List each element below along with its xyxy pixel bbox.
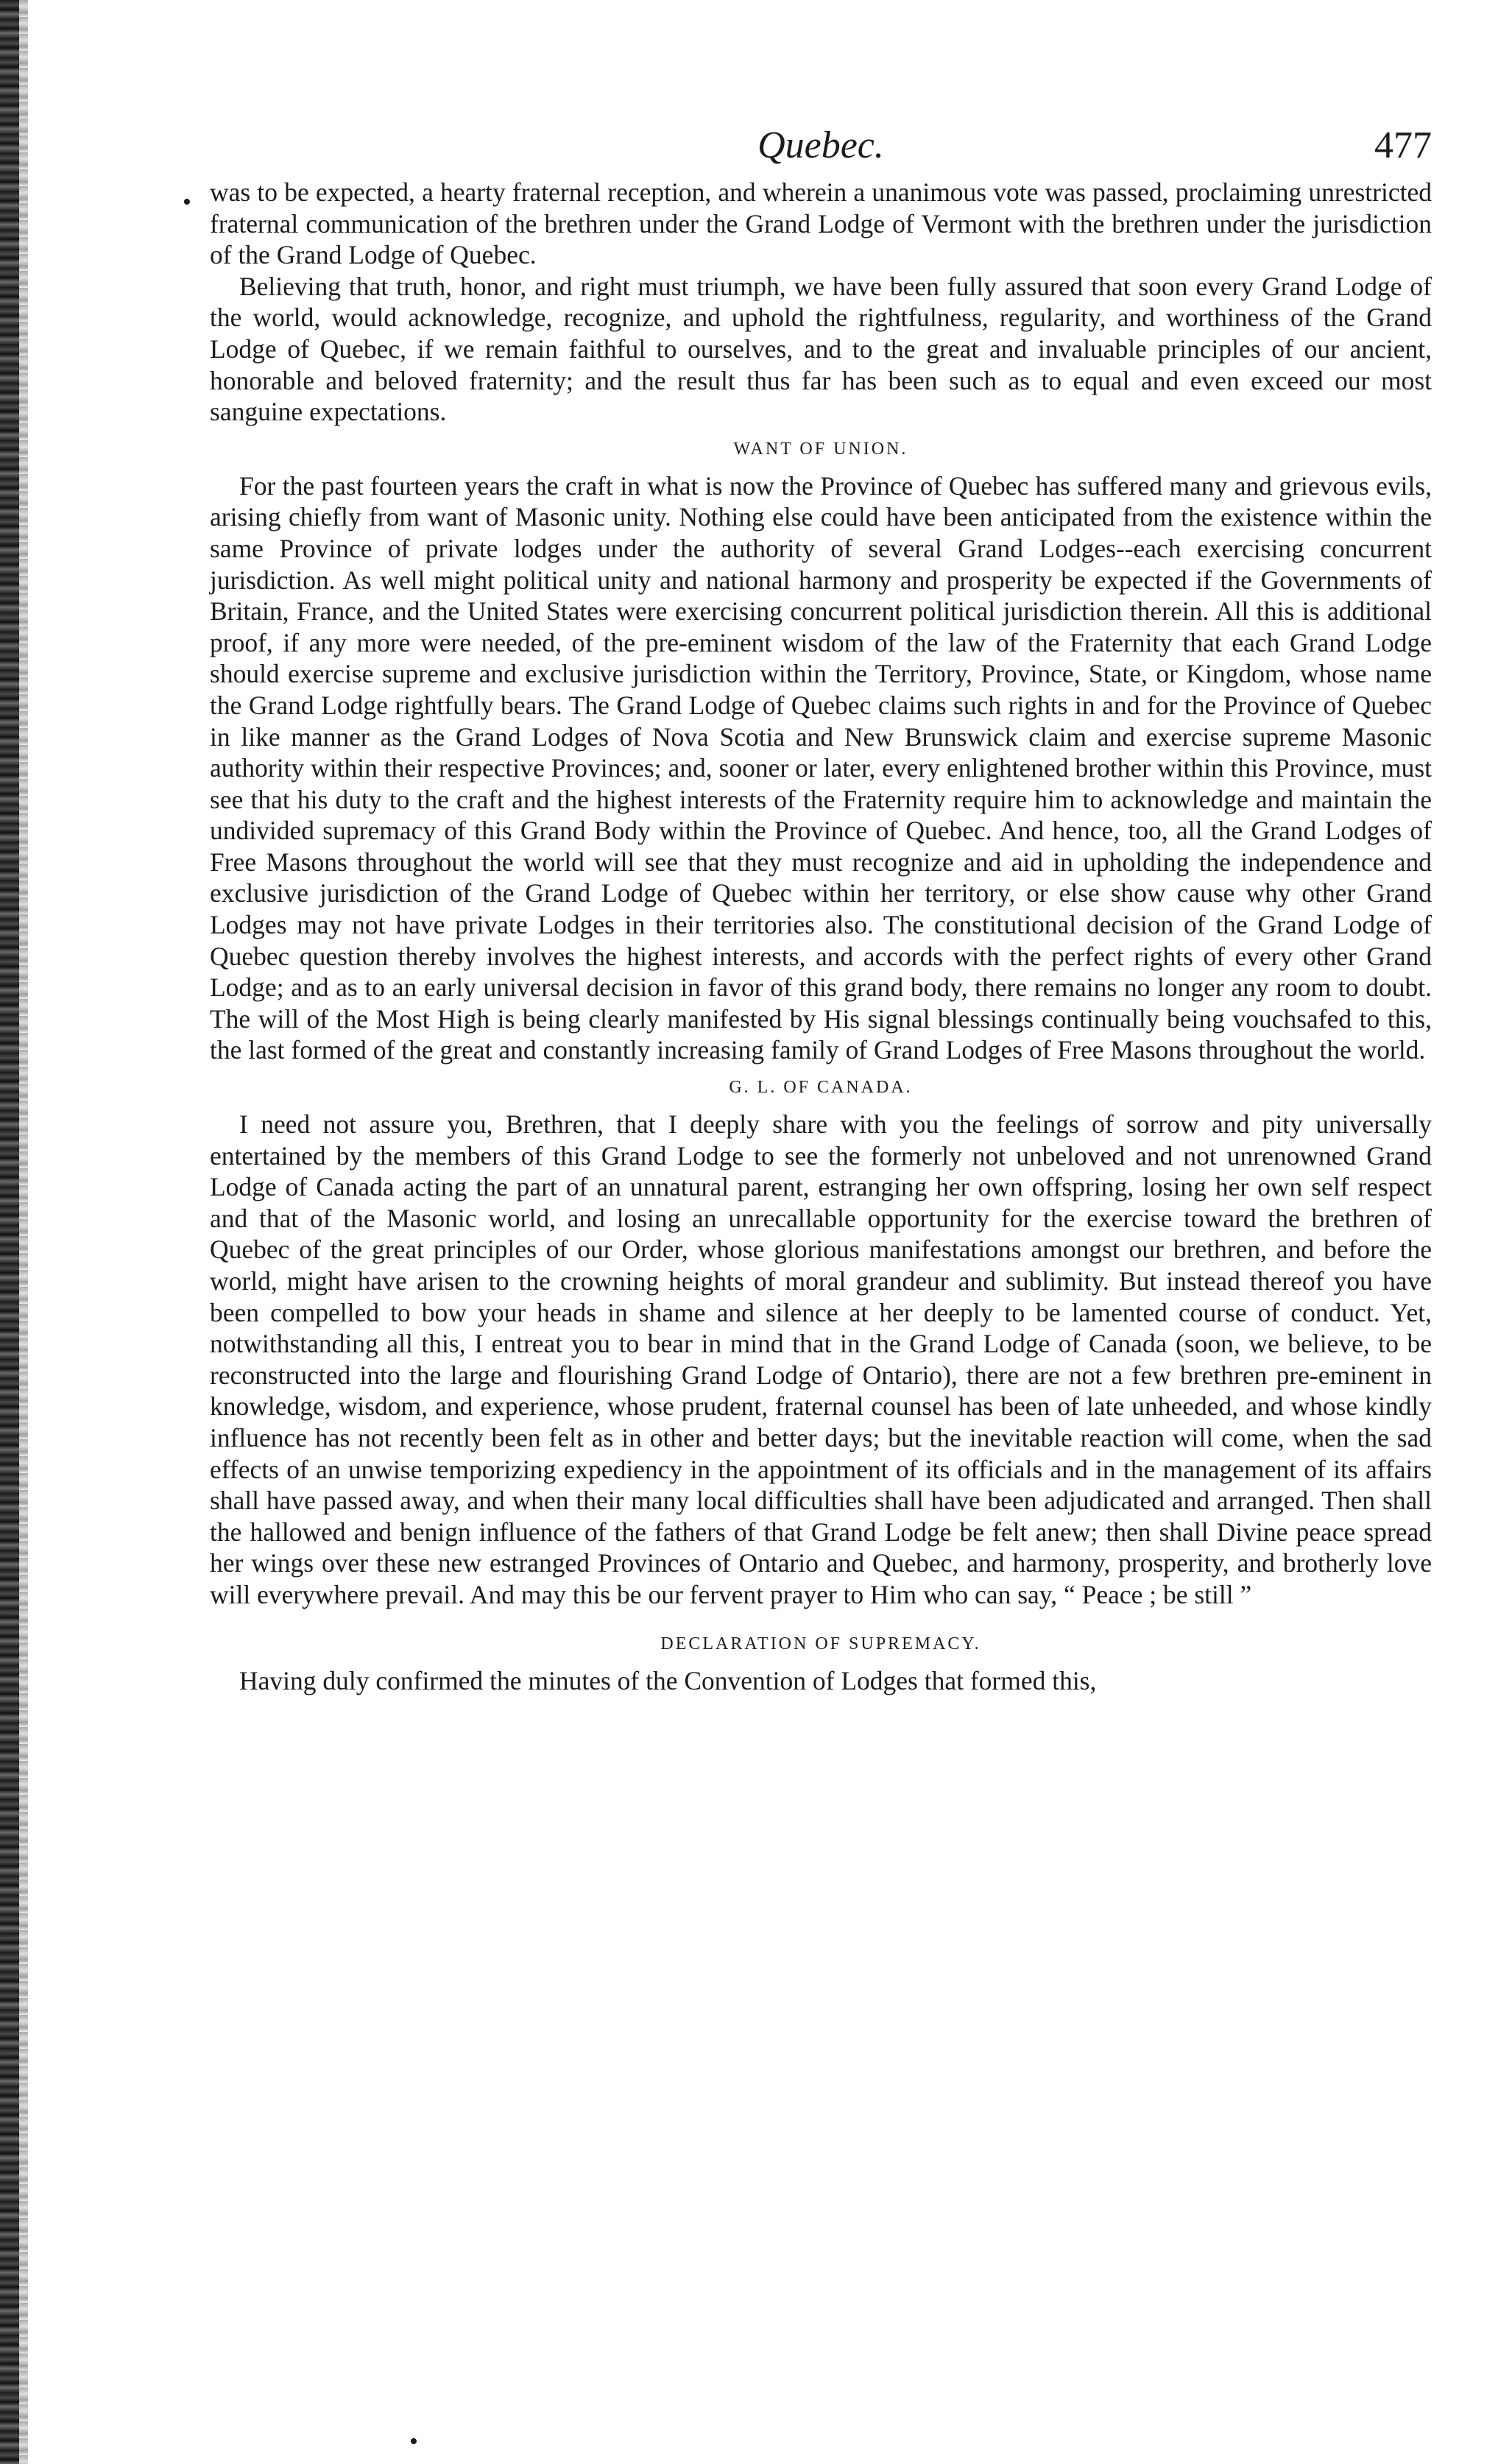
paragraph-believing: Believing that truth, honor, and right must triumph, we have been fully assured that soon every Grand Lodge of the world, would acknowledge, recognize, and uphold the rightfulness, regularity, and worthiness of the Grand Lodge of Quebec, if we remain faithful to ourselves, and to the great and invaluable principles of our ancient, honorable and beloved fraternity; and the result thus far has been such as to equal and even exceed our most sanguine expectations. <box>210 271 1432 427</box>
section-heading-declaration: DECLARATION OF SUPREMACY. <box>660 1634 981 1653</box>
paragraph-continuation: was to be expected, a hearty fraternal reception, and wherein a unanimous vote was passed, proclaiming unrestricted fraternal communication of the brethren under the Grand Lodge of Vermont with the brethren under the jurisdiction of the Grand Lodge of Quebec. <box>210 177 1432 270</box>
body-text <box>210 177 1432 1696</box>
section-heading-want-of-union: WANT OF UNION. <box>733 439 908 459</box>
page-binding-edge <box>0 0 19 2464</box>
page-binding-shadow <box>19 0 28 2464</box>
page-number: 477 <box>1374 124 1432 166</box>
footer-mark: • <box>409 2428 418 2455</box>
running-title: Quebec. <box>757 124 884 166</box>
paragraph-gl-of-canada: I need not assure you, Brethren, that I deeply share with you the feelings of sorrow and pity universally entertained by the members of this Grand Lodge to see the formerly not unbeloved and not unrenowned Grand Lodge of Canada acting the part of an unnatural parent, estranging her own offspring, losing her own self respect and that of the Masonic world, and losing an unrecallable opportunity for the exercise toward the brethren of Quebec of the great principles of our Order, whose glorious manifestations amongst our brethren, and before the world, might have arisen to the crowning heights of moral grandeur and sublimity. But instead thereof you have been compelled to bow your heads in shame and silence at her deeply to be lamented course of conduct. Yet, notwithstanding all this, I entreat you to bear in mind that in the Grand Lodge of Canada (soon, we believe, to be reconstructed into the large and flourishing Grand Lodge of Ontario), there are not a few brethren pre-eminent in knowledge, wisdom, and experience, whose prudent, fraternal counsel has been of late unheeded, and whose kindly influence has not recently been felt as in other and better days; but the inevitable reaction will come, when the sad effects of an unwise temporizing expediency in the appointment of its officials and in the management of its affairs shall have passed away, and when their many local difficulties shall have been adjudicated and arranged. Then shall the hallowed and benign influence of the fathers of that Grand Lodge be felt anew; then shall Divine peace spread her wings over these new estranged Provinces of Ontario and Quebec, and harmony, prosperity, and brotherly love will everywhere prevail. And may this be our fervent prayer to Him who can say, “ Peace ; be still ” <box>210 1109 1432 1609</box>
page-header <box>210 124 1432 175</box>
section-heading-gl-of-canada: G. L. OF CANADA. <box>729 1078 913 1098</box>
margin-mark: • <box>183 188 191 216</box>
paragraph-declaration: Having duly confirmed the minutes of the Convention of Lodges that formed this, <box>239 1665 1097 1695</box>
paragraph-want-of-union: For the past fourteen years the craft in what is now the Province of Quebec has suffered many and grievous evils, arising chiefly from want of Masonic unity. Nothing else could have been anticipated from the existence within the same Province of private lodges under the authority of several Grand Lodges--each exercising concurrent jurisdiction. As well might political unity and national harmony and prosperity be expected if the Governments of Britain, France, and the United States were exercising concurrent political jurisdiction therein. All this is additional proof, if any more were needed, of the pre-eminent wisdom of the law of the Fraternity that each Grand Lodge should exercise supreme and exclusive jurisdiction within the Territory, Province, State, or Kingdom, whose name the Grand Lodge rightfully bears. The Grand Lodge of Quebec claims such rights in and for the Province of Quebec in like manner as the Grand Lodges of Nova Scotia and New Brunswick claim and exercise supreme Masonic authority within their respective Provinces; and, sooner or later, every enlightened brother within this Province, must see that his duty to the craft and the highest interests of the Fraternity require him to acknowledge and maintain the undivided supremacy of this Grand Body within the Province of Quebec. And hence, too, all the Grand Lodges of Free Masons throughout the world will see that they must recognize and aid in upholding the independence and exclusive jurisdiction of the Grand Lodge of Quebec within her territory, or else show cause why other Grand Lodges may not have private Lodges in their territories also. The constitutional decision of the Grand Lodge of Quebec question thereby involves the highest interests, and accords with the perfect rights of every other Grand Lodge; and as to an early universal decision in favor of this grand body, there remains no longer any room to doubt. The will of the Most High is being clearly manifested by His signal blessings continually being vouchsafed to this, the last formed of the great and constantly increasing family of Grand Lodges of Free Masons throughout the world. <box>210 470 1432 1065</box>
